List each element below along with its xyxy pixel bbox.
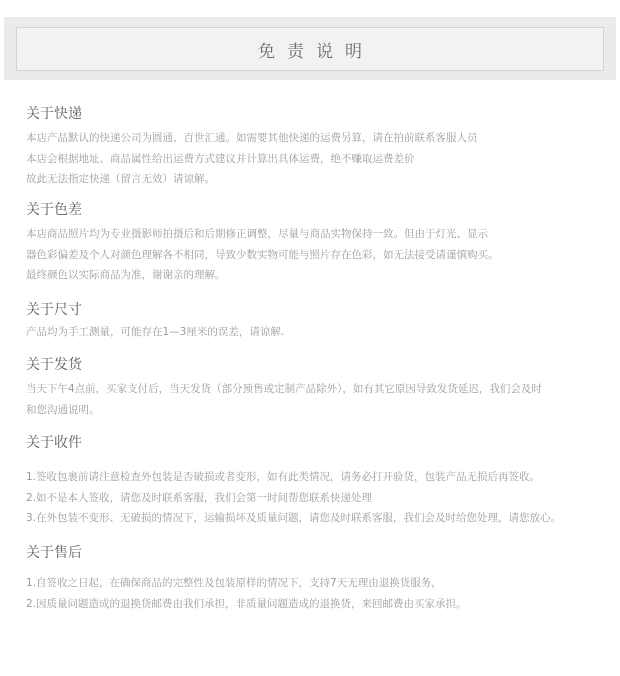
section-line: 1.签收包裹前请注意检查外包装是否破损或者变形，如有此类情况，请务必打开验货，包装产品无损后再签收。 <box>26 471 541 483</box>
section-line: 本店产品默认的快递公司为圆通、百世汇通。如需要其他快递的运费另算，请在拍前联系客服人员 <box>26 132 478 144</box>
section-receiving <box>26 433 606 529</box>
section-line: 和您沟通说明。 <box>26 403 100 416</box>
section-title: 关于收件 <box>26 435 82 451</box>
section-line: 本店会根据地址、商品属性给出运费方式建议并计算出具体运费，绝不赚取运费差价 <box>26 152 415 165</box>
section-line: 当天下午4点前，买家支付后，当天发货（部分预售或定制产品除外），如有其它原因导致发货延迟，我们会及时 <box>26 383 542 395</box>
section-title: 关于快递 <box>26 106 82 122</box>
section-title: 关于发货 <box>26 357 82 373</box>
section-color-difference <box>26 200 606 286</box>
section-size <box>26 300 606 343</box>
section-line: 故此无法指定快递（留言无效）请谅解。 <box>26 173 215 185</box>
section-line: 2.因质量问题造成的退换货邮费由我们承担，非质量问题造成的退换货，来回邮费由买家承担。 <box>26 597 467 610</box>
page-title: 免责说明 <box>258 41 374 62</box>
section-line: 本店商品照片均为专业摄影师拍摄后和后期修正调整，尽量与商品实物保持一致。但由于灯光、显示 <box>26 228 488 240</box>
section-after-sales <box>26 543 606 614</box>
section-title: 关于售后 <box>26 545 82 561</box>
section-title: 关于尺寸 <box>26 302 82 318</box>
section-line: 最终颜色以实际商品为准，谢谢亲的理解。 <box>26 269 226 281</box>
section-express <box>26 104 606 190</box>
section-line: 3.在外包装不变形、无破损的情况下，运输损坏及质量问题，请您及时联系客服，我们会及时给您处理，请您放心。 <box>26 512 562 524</box>
section-title: 关于色差 <box>26 202 82 218</box>
section-line: 器色彩偏差及个人对颜色理解各不相同，导致少数实物可能与照片存在色彩，如无法接受请谨慎购买。 <box>26 248 499 261</box>
header-box <box>16 27 604 71</box>
section-line: 产品均为手工测量，可能存在1—3厘米的误差，请谅解. <box>26 326 285 338</box>
section-shipping <box>26 355 606 420</box>
section-line: 2.如不是本人签收，请您及时联系客服，我们会第一时间帮您联系快递处理 <box>26 491 373 504</box>
section-line: 1.自签收之日起，在确保商品的完整性及包装原样的情况下，支持7天无理由退换货服务， <box>26 577 442 589</box>
